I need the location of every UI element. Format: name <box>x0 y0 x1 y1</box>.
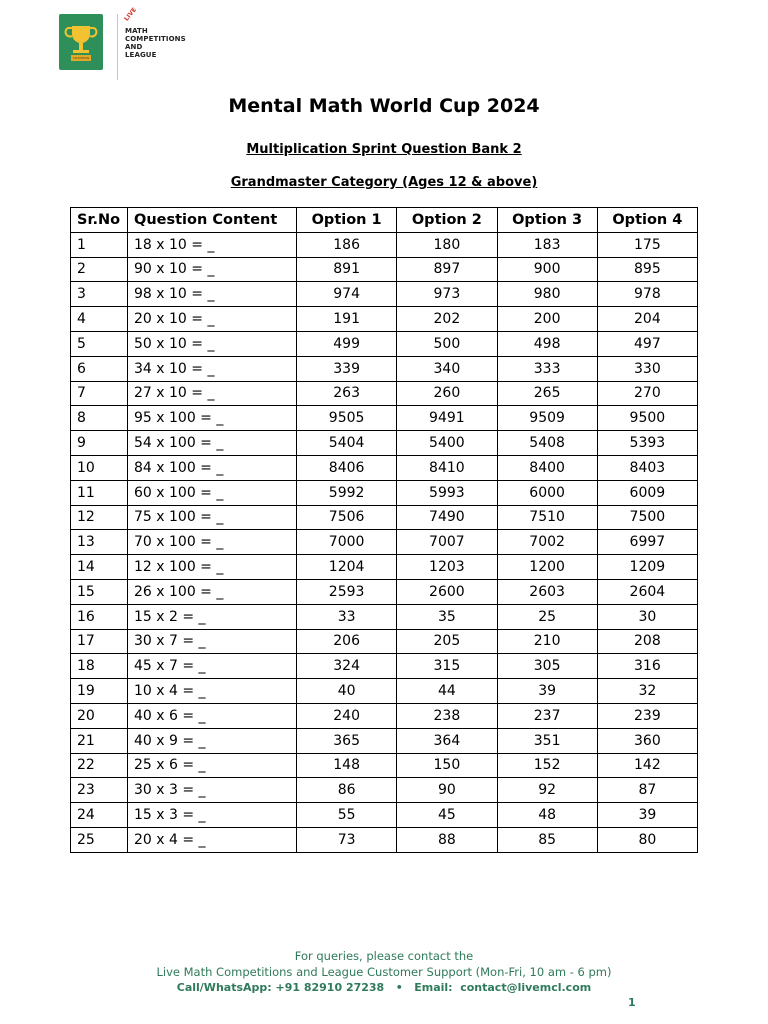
table-row <box>71 803 698 828</box>
cell-sr-no: 6 <box>71 356 128 381</box>
cell-option-3: 980 <box>497 282 597 307</box>
table-row <box>71 827 698 852</box>
cell-option-3: 39 <box>497 679 597 704</box>
cell-option-2: 5400 <box>397 431 497 456</box>
cell-sr-no: 22 <box>71 753 128 778</box>
cell-option-2: 205 <box>397 629 497 654</box>
cell-sr-no: 1 <box>71 232 128 257</box>
cell-option-1: 263 <box>297 381 397 406</box>
cell-sr-no: 10 <box>71 455 128 480</box>
cell-option-3: 6000 <box>497 480 597 505</box>
cell-sr-no: 19 <box>71 679 128 704</box>
cell-option-1: 8406 <box>297 455 397 480</box>
cell-option-4: 2604 <box>597 579 697 604</box>
logo-line-math: MATH <box>125 27 148 35</box>
cell-option-2: 238 <box>397 703 497 728</box>
cell-option-2: 35 <box>397 604 497 629</box>
cell-sr-no: 25 <box>71 827 128 852</box>
cell-option-4: 7500 <box>597 505 697 530</box>
cell-option-4: 9500 <box>597 406 697 431</box>
cell-option-2: 8410 <box>397 455 497 480</box>
cell-option-2: 340 <box>397 356 497 381</box>
cell-option-2: 1203 <box>397 555 497 580</box>
cell-option-2: 7490 <box>397 505 497 530</box>
table-row <box>71 257 698 282</box>
cell-option-1: 5404 <box>297 431 397 456</box>
cell-option-1: 499 <box>297 331 397 356</box>
cell-question-content: 25 x 6 = _ <box>128 753 297 778</box>
cell-question-content: 12 x 100 = _ <box>128 555 297 580</box>
cell-option-1: 7506 <box>297 505 397 530</box>
cell-option-3: 237 <box>497 703 597 728</box>
cell-sr-no: 12 <box>71 505 128 530</box>
cell-option-3: 183 <box>497 232 597 257</box>
cell-option-1: 33 <box>297 604 397 629</box>
table-row <box>71 307 698 332</box>
cell-question-content: 54 x 100 = _ <box>128 431 297 456</box>
column-header-option-3: Option 3 <box>497 208 597 233</box>
cell-sr-no: 15 <box>71 579 128 604</box>
cell-option-2: 7007 <box>397 530 497 555</box>
cell-option-3: 25 <box>497 604 597 629</box>
cell-option-4: 360 <box>597 728 697 753</box>
cell-option-4: 87 <box>597 778 697 803</box>
cell-option-1: 2593 <box>297 579 397 604</box>
cell-option-3: 1200 <box>497 555 597 580</box>
cell-option-4: 39 <box>597 803 697 828</box>
table-row <box>71 703 698 728</box>
cell-option-3: 85 <box>497 827 597 852</box>
cell-option-4: 175 <box>597 232 697 257</box>
cell-option-1: 1204 <box>297 555 397 580</box>
cell-question-content: 40 x 9 = _ <box>128 728 297 753</box>
cell-question-content: 84 x 100 = _ <box>128 455 297 480</box>
logo-live-label: LIVE <box>123 6 139 23</box>
table-row <box>71 629 698 654</box>
cell-option-4: 497 <box>597 331 697 356</box>
cell-option-1: 7000 <box>297 530 397 555</box>
cell-sr-no: 14 <box>71 555 128 580</box>
cell-question-content: 60 x 100 = _ <box>128 480 297 505</box>
cell-option-2: 315 <box>397 654 497 679</box>
cell-option-4: 978 <box>597 282 697 307</box>
question-table <box>70 207 698 853</box>
table-row <box>71 505 698 530</box>
cell-option-2: 973 <box>397 282 497 307</box>
table-row <box>71 455 698 480</box>
cell-option-1: 191 <box>297 307 397 332</box>
table-row <box>71 381 698 406</box>
cell-sr-no: 13 <box>71 530 128 555</box>
cell-sr-no: 8 <box>71 406 128 431</box>
table-row <box>71 480 698 505</box>
cell-option-4: 270 <box>597 381 697 406</box>
cell-option-2: 44 <box>397 679 497 704</box>
cell-option-2: 897 <box>397 257 497 282</box>
cell-option-1: 974 <box>297 282 397 307</box>
cell-question-content: 27 x 10 = _ <box>128 381 297 406</box>
cell-sr-no: 21 <box>71 728 128 753</box>
category-subtitle: Grandmaster Category (Ages 12 & above) <box>230 175 538 190</box>
cell-question-content: 30 x 7 = _ <box>128 629 297 654</box>
cell-sr-no: 23 <box>71 778 128 803</box>
table-row <box>71 579 698 604</box>
footer-contact-intro: For queries, please contact the <box>294 949 474 963</box>
cell-option-2: 90 <box>397 778 497 803</box>
cell-question-content: 90 x 10 = _ <box>128 257 297 282</box>
cell-option-3: 9509 <box>497 406 597 431</box>
cell-option-4: 32 <box>597 679 697 704</box>
cell-question-content: 18 x 10 = _ <box>128 232 297 257</box>
cell-option-3: 305 <box>497 654 597 679</box>
cell-option-1: 206 <box>297 629 397 654</box>
cell-sr-no: 17 <box>71 629 128 654</box>
cell-sr-no: 7 <box>71 381 128 406</box>
cell-option-1: 148 <box>297 753 397 778</box>
cell-option-1: 365 <box>297 728 397 753</box>
cell-option-3: 265 <box>497 381 597 406</box>
table-row <box>71 778 698 803</box>
cell-option-2: 500 <box>397 331 497 356</box>
cell-option-3: 152 <box>497 753 597 778</box>
cell-option-4: 5393 <box>597 431 697 456</box>
logo-badge-text: CHAMPION <box>72 56 90 60</box>
cell-option-4: 895 <box>597 257 697 282</box>
cell-question-content: 26 x 100 = _ <box>128 579 297 604</box>
cell-option-1: 86 <box>297 778 397 803</box>
cell-option-4: 1209 <box>597 555 697 580</box>
cell-option-3: 8400 <box>497 455 597 480</box>
cell-sr-no: 9 <box>71 431 128 456</box>
cell-option-1: 186 <box>297 232 397 257</box>
cell-option-1: 9505 <box>297 406 397 431</box>
cell-option-1: 5992 <box>297 480 397 505</box>
page-title: Mental Math World Cup 2024 <box>228 95 540 117</box>
cell-option-4: 204 <box>597 307 697 332</box>
cell-sr-no: 2 <box>71 257 128 282</box>
logo-line-competitions: COMPETITIONS <box>125 35 186 43</box>
footer-contact-details: Call/WhatsApp: +91 82910 27238 • Email: contact@livemcl.com <box>176 981 592 994</box>
cell-option-4: 6009 <box>597 480 697 505</box>
cell-option-3: 7510 <box>497 505 597 530</box>
cell-sr-no: 4 <box>71 307 128 332</box>
cell-option-3: 2603 <box>497 579 597 604</box>
cell-option-1: 73 <box>297 827 397 852</box>
cell-option-1: 40 <box>297 679 397 704</box>
cell-option-3: 200 <box>497 307 597 332</box>
cell-option-3: 900 <box>497 257 597 282</box>
cell-option-1: 891 <box>297 257 397 282</box>
cell-question-content: 15 x 3 = _ <box>128 803 297 828</box>
cell-option-1: 339 <box>297 356 397 381</box>
cell-question-content: 50 x 10 = _ <box>128 331 297 356</box>
cell-option-2: 45 <box>397 803 497 828</box>
cell-sr-no: 11 <box>71 480 128 505</box>
cell-option-1: 324 <box>297 654 397 679</box>
logo-line-and: AND <box>125 43 143 51</box>
page-number: 1 <box>628 996 636 1009</box>
column-header-option-2: Option 2 <box>397 208 497 233</box>
table-row <box>71 282 698 307</box>
cell-sr-no: 16 <box>71 604 128 629</box>
cell-option-3: 5408 <box>497 431 597 456</box>
cell-option-3: 92 <box>497 778 597 803</box>
table-row <box>71 356 698 381</box>
logo-divider <box>117 14 118 80</box>
table-row <box>71 679 698 704</box>
table-row <box>71 530 698 555</box>
cell-question-content: 75 x 100 = _ <box>128 505 297 530</box>
column-header-option-1: Option 1 <box>297 208 397 233</box>
cell-question-content: 95 x 100 = _ <box>128 406 297 431</box>
question-bank-subtitle: Multiplication Sprint Question Bank 2 <box>246 142 522 157</box>
cell-option-3: 498 <box>497 331 597 356</box>
table-row <box>71 555 698 580</box>
table-body <box>71 232 698 852</box>
cell-question-content: 30 x 3 = _ <box>128 778 297 803</box>
cell-option-2: 88 <box>397 827 497 852</box>
table-row <box>71 728 698 753</box>
cell-sr-no: 20 <box>71 703 128 728</box>
cell-option-4: 208 <box>597 629 697 654</box>
cell-option-2: 5993 <box>397 480 497 505</box>
cell-option-2: 9491 <box>397 406 497 431</box>
cell-sr-no: 3 <box>71 282 128 307</box>
cell-option-2: 364 <box>397 728 497 753</box>
cell-option-2: 2600 <box>397 579 497 604</box>
cell-option-4: 80 <box>597 827 697 852</box>
cell-question-content: 20 x 10 = _ <box>128 307 297 332</box>
cell-option-3: 48 <box>497 803 597 828</box>
logo <box>59 6 186 80</box>
cell-option-2: 260 <box>397 381 497 406</box>
cell-option-2: 202 <box>397 307 497 332</box>
cell-option-4: 239 <box>597 703 697 728</box>
table-row <box>71 604 698 629</box>
cell-option-3: 351 <box>497 728 597 753</box>
cell-option-3: 333 <box>497 356 597 381</box>
cell-question-content: 20 x 4 = _ <box>128 827 297 852</box>
cell-option-1: 240 <box>297 703 397 728</box>
cell-option-2: 180 <box>397 232 497 257</box>
cell-option-4: 6997 <box>597 530 697 555</box>
table-row <box>71 406 698 431</box>
cell-question-content: 15 x 2 = _ <box>128 604 297 629</box>
cell-option-4: 8403 <box>597 455 697 480</box>
cell-option-4: 330 <box>597 356 697 381</box>
cell-option-3: 7002 <box>497 530 597 555</box>
trophy-logo-icon <box>59 14 103 70</box>
cell-option-3: 210 <box>497 629 597 654</box>
cell-question-content: 45 x 7 = _ <box>128 654 297 679</box>
cell-question-content: 70 x 100 = _ <box>128 530 297 555</box>
column-header-option-4: Option 4 <box>597 208 697 233</box>
table-header-row <box>71 208 698 233</box>
cell-question-content: 98 x 10 = _ <box>128 282 297 307</box>
cell-option-4: 316 <box>597 654 697 679</box>
cell-question-content: 34 x 10 = _ <box>128 356 297 381</box>
table-row <box>71 654 698 679</box>
cell-question-content: 40 x 6 = _ <box>128 703 297 728</box>
column-header-question-content: Question Content <box>128 208 297 233</box>
cell-sr-no: 24 <box>71 803 128 828</box>
table-row <box>71 331 698 356</box>
logo-line-league: LEAGUE <box>125 51 157 59</box>
cell-sr-no: 18 <box>71 654 128 679</box>
cell-option-4: 142 <box>597 753 697 778</box>
table-row <box>71 232 698 257</box>
cell-question-content: 10 x 4 = _ <box>128 679 297 704</box>
column-header-sr-no: Sr.No <box>71 208 128 233</box>
cell-option-2: 150 <box>397 753 497 778</box>
table-row <box>71 753 698 778</box>
cell-sr-no: 5 <box>71 331 128 356</box>
cell-option-1: 55 <box>297 803 397 828</box>
footer-support-hours: Live Math Competitions and League Customer Support (Mon-Fri, 10 am - 6 pm) <box>156 965 612 979</box>
logo-wordmark <box>123 6 186 59</box>
table-row <box>71 431 698 456</box>
cell-option-4: 30 <box>597 604 697 629</box>
